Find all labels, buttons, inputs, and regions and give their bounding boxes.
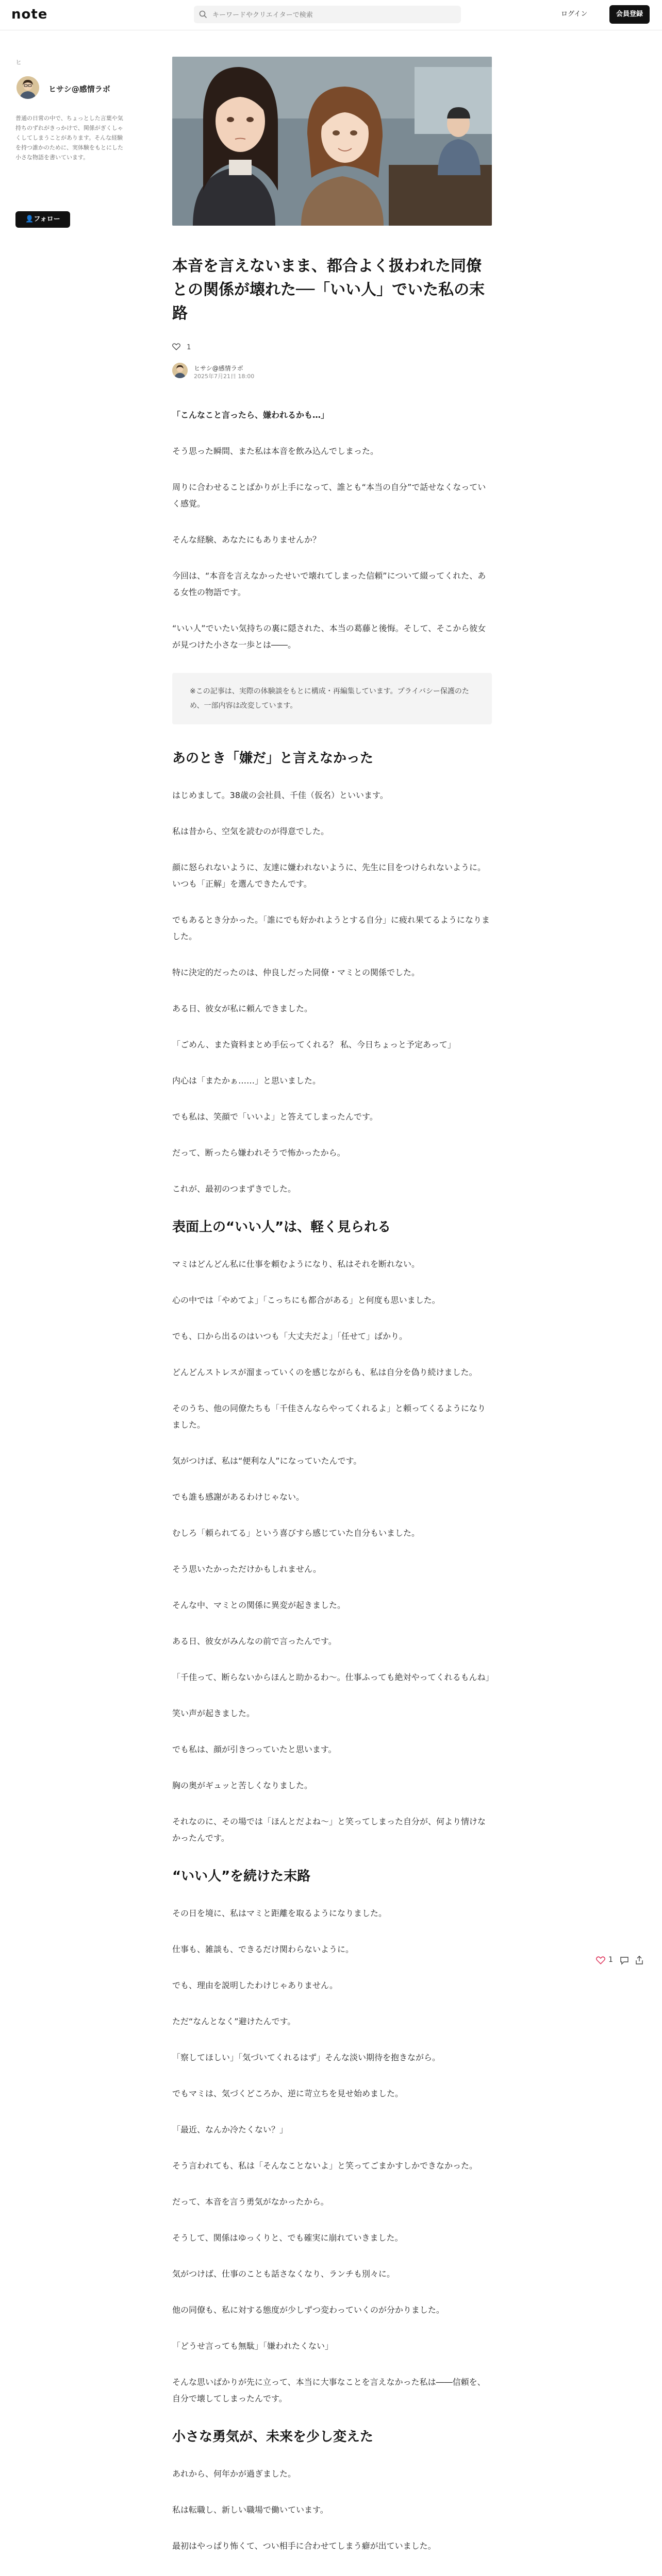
paragraph: でも私は、顔が引きつっていたと思います。	[172, 1744, 337, 1754]
paragraph: でもあるとき分かった。「誰にでも好かれようとする自分」に疲れ果てるようになりました。	[172, 915, 490, 941]
paragraph: でも私は、笑顔で「いいよ」と答えてしまったんです。	[172, 1112, 378, 1122]
paragraph: 私は昔から、空気を読むのが得意でした。	[172, 826, 329, 836]
like-count: 1	[187, 344, 191, 351]
follow-button[interactable]	[15, 211, 70, 228]
article-title: 本音を言えないまま、都合よく扱われた同僚との関係が壊れた──「いい人」でいた私の末路	[172, 257, 485, 323]
paragraph: 気がつけば、仕事のことも話さなくなり、ランチも別々に。	[172, 2269, 395, 2279]
paragraph: 笑い声が起きました。	[172, 1708, 255, 1718]
paragraph: その日を境に、私はマミと距離を取るようになりました。	[172, 1908, 387, 1918]
paragraph: 顔に怒られないように、友達に嫌われないように、先生に目をつけられないように。いつも「正解」を選んできたんです。	[172, 862, 486, 889]
paragraph: むしろ「頼られてる」という喜びすら感じていた自分もいました。	[172, 1528, 420, 1538]
paragraph: 周りに合わせることばかりが上手になって、誰とも“本当の自分”で話せなくなっていく感覚。	[172, 482, 486, 509]
paragraph: はじめまして。38歳の会社員、千佳（仮名）といいます。	[172, 790, 388, 800]
paragraph: それなのに、その場では「ほんとだよね〜」と笑ってしまった自分が、何より情けなかったんです。	[172, 1817, 486, 1843]
paragraph: 「ごめん、また資料まとめ手伝ってくれる？ 私、今日ちょっと予定あって」	[172, 1040, 456, 1049]
publish-date: 2025年7月21日 18:00	[194, 373, 255, 380]
author-avatar-illustration	[172, 363, 188, 378]
floating-like-count: 1	[608, 1956, 613, 1964]
section-heading: 表面上の“いい人”は、軽く見られる	[172, 1219, 391, 1235]
author-name[interactable]: ヒサシ@感情ラボ	[194, 365, 243, 372]
creator-bio: 普通の日常の中で、ちょっとした言葉や気持ちのずれがきっかけで、関係がぎくしゃくしてしまうことがあります。そんな経験を持つ誰かのために、実体験をもとにした小さな物語を書いています。	[15, 115, 123, 161]
paragraph: 他の同僚も、私に対する態度が少しずつ変わっていくのが分かりました。	[172, 2305, 444, 2315]
paragraph: 私は転職し、新しい職場で働いています。	[172, 2505, 328, 2515]
section-heading: 小さな勇気が、未来を少し変えた	[172, 2429, 374, 2445]
avatar-illustration	[16, 76, 39, 99]
search-icon	[199, 10, 207, 19]
paragraph: 胸の奥がギュッと苦しくなりました。	[172, 1781, 313, 1790]
paragraph: そのうち、他の同僚たちも「千佳さんならやってくれるよ」と頼ってくるようになりました。	[172, 1403, 486, 1430]
paragraph: どんどんストレスが溜まっていくのを感じながらも、私は自分を偽り続けました。	[172, 1367, 477, 1377]
paragraph: そんな経験、あなたにもありませんか？	[172, 535, 321, 545]
paragraph: でも、口から出るのはいつも「大丈夫だよ」「任せて」ばかり。	[172, 1331, 408, 1341]
signup-button[interactable]: 会員登録	[609, 5, 650, 24]
paragraph: これが、最初のつまずきでした。	[172, 1184, 296, 1194]
paragraph: だって、本音を言う勇気がなかったから。	[172, 2197, 329, 2207]
paragraph: 心の中では「やめてよ」「こっちにも都合がある」と何度も思いました。	[172, 1295, 440, 1305]
share-icon[interactable]	[635, 1956, 643, 1965]
paragraph	[172, 2574, 492, 2576]
author-avatar[interactable]	[172, 363, 188, 378]
paragraph: 今回は、“本音を言えなかったせいで壊れてしまった信頼”について綴ってくれた、ある女性の物語です。	[172, 571, 486, 597]
paragraph: ただ“なんとなく”避けたんです。	[172, 2016, 296, 2026]
paragraph: そんな思いばかりが先に立って、本当に大事なことを言えなかった私は――信頼を、自分で壊してしまったんです。	[172, 2377, 486, 2403]
section-heading: あのとき「嫌だ」と言えなかった	[172, 751, 374, 766]
paragraph: 「最近、なんか冷たくない？」	[172, 2125, 288, 2134]
paragraph: でもマミは、気づくどころか、逆に苛立ちを見せ始めました。	[172, 2089, 404, 2098]
paragraph: ある日、彼女がみんなの前で言ったんです。	[172, 1636, 337, 1646]
disclaimer-note: ※この記事は、実際の体験談をもとに構成・再編集しています。プライバシー保護のため、一部内容は改変しています。	[172, 673, 492, 724]
paragraph: 内心は「またかぁ……」と思いました。	[172, 1076, 321, 1086]
office-illustration	[172, 57, 492, 226]
magazine-label: ヒ	[15, 59, 22, 66]
article-body	[172, 407, 492, 2576]
paragraph: だって、断ったら嫌われそうで怖かったから。	[172, 1148, 345, 1158]
paragraph: そう思いたかっただけかもしれません。	[172, 1564, 321, 1574]
paragraph: あれから、何年かが過ぎました。	[172, 2469, 296, 2479]
paragraph: “いい人”でいたい気持ちの裏に隠された、本当の葛藤と後悔。そして、そこから彼女が見つけた小さな一歩とは――。	[172, 623, 486, 650]
paragraph: でも、理由を説明したわけじゃありません。	[172, 1980, 338, 1990]
login-link[interactable]: ログイン	[561, 10, 588, 18]
paragraph: そう思った瞬間、また私は本音を飲み込んでしまった。	[172, 446, 379, 456]
paragraph: 「察してほしい」「気づいてくれるはず」そんな淡い期待を抱きながら。	[172, 2053, 441, 2062]
heart-icon[interactable]	[596, 1956, 605, 1964]
paragraph: そんな中、マミとの関係に異変が起きました。	[172, 1600, 346, 1610]
hero-image	[172, 57, 492, 226]
search-bar[interactable]	[194, 6, 461, 23]
creator-name[interactable]: ヒサシ@感情ラボ	[48, 84, 110, 94]
search-input[interactable]	[211, 6, 456, 24]
header	[0, 0, 662, 30]
section-heading: “いい人”を続けた末路	[172, 1869, 311, 1884]
lead-paragraph: 「こんなこと言ったら、嫌われるかも…」	[172, 410, 329, 420]
creator-profile	[15, 58, 129, 223]
paragraph: そう言われても、私は「そんなことないよ」と笑ってごまかすしかできなかった。	[172, 2161, 478, 2171]
comment-icon[interactable]	[620, 1956, 629, 1965]
paragraph: 特に決定的だったのは、仲良しだった同僚・マミとの関係でした。	[172, 968, 420, 977]
paragraph: 最初はやっぱり怖くて、つい相手に合わせてしまう癖が出ていました。	[172, 2541, 436, 2551]
avatar[interactable]	[16, 76, 39, 99]
follow-label: フォロー	[34, 215, 60, 223]
paragraph: 「どうせ言っても無駄」「嫌われたくない」	[172, 2341, 334, 2351]
like-area[interactable]	[172, 343, 191, 351]
paragraph: でも誰も感謝があるわけじゃない。	[172, 1492, 305, 1502]
heart-icon[interactable]	[172, 343, 180, 350]
paragraph: 「千佳って、断らないからほんと助かるわ〜。仕事ふっても絶対やってくれるもんね」	[172, 1672, 494, 1682]
paragraph: ある日、彼女が私に頼んできました。	[172, 1004, 313, 1013]
paragraph: 仕事も、雑談も、できるだけ関わらないように。	[172, 1944, 354, 1954]
floating-actions	[596, 1953, 648, 1968]
note-logo[interactable]: note	[11, 7, 48, 22]
paragraph: そうして、関係はゆっくりと、でも確実に崩れていきました。	[172, 2233, 403, 2243]
person-add-icon: 👤	[25, 215, 34, 223]
paragraph: マミはどんどん私に仕事を頼むようになり、私はそれを断れない。	[172, 1259, 420, 1269]
paragraph: 気がつけば、私は“便利な人”になっていたんです。	[172, 1456, 362, 1466]
